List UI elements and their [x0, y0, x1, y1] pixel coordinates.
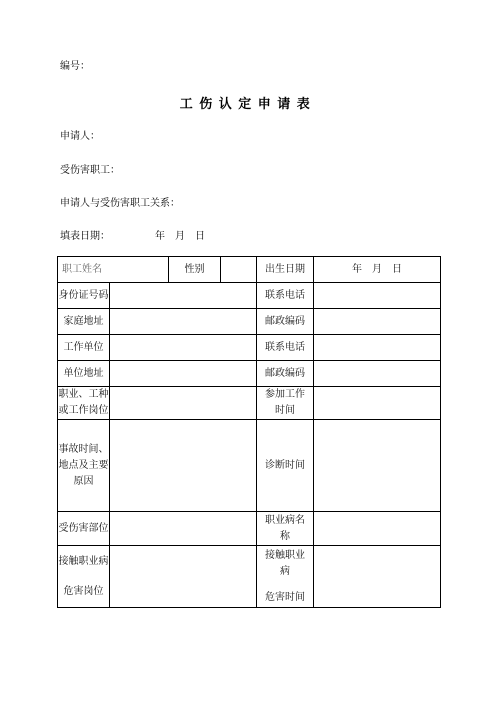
phone-value-cell[interactable] — [314, 283, 441, 309]
table-row — [58, 387, 441, 420]
diagnosis-time-value-cell[interactable] — [314, 420, 441, 512]
accident-value-cell[interactable] — [110, 420, 257, 512]
disease-name-label: 职业病名 称 — [257, 512, 314, 546]
gender-label: 性别 — [169, 257, 221, 283]
employer-postcode-value-cell[interactable] — [314, 361, 441, 387]
table-row — [58, 309, 441, 335]
injured-part-label: 受伤害部位 — [58, 512, 110, 546]
employer-postcode-label: 邮政编码 — [257, 361, 314, 387]
diagnosis-time-label: 诊断时间 — [257, 420, 314, 512]
fill-date-label: 填表日期： — [60, 231, 110, 242]
home-address-value-cell[interactable] — [110, 309, 257, 335]
employer-value-cell[interactable] — [110, 335, 257, 361]
relation-label: 申请人与受伤害职工关系： — [60, 198, 180, 209]
phone-label: 联系电话 — [257, 283, 314, 309]
table-row — [58, 283, 441, 309]
application-table — [57, 256, 441, 608]
work-start-label: 参加工作 时间 — [257, 387, 314, 420]
exposure-post-value-cell[interactable] — [110, 546, 257, 608]
birth-date-label: 出生日期 — [257, 257, 314, 283]
postcode-value-cell[interactable] — [314, 309, 441, 335]
birth-date-value[interactable]: 年 月 日 — [314, 257, 441, 283]
occupation-value-cell[interactable] — [110, 387, 257, 420]
exposure-time-value-cell[interactable] — [314, 546, 441, 608]
injured-worker-label: 受伤害职工： — [60, 165, 120, 176]
postcode-label: 邮政编码 — [257, 309, 314, 335]
table-row — [58, 420, 441, 512]
employer-phone-value-cell[interactable] — [314, 335, 441, 361]
table-row — [58, 546, 441, 608]
fill-date-value: 年 月 日 — [155, 231, 205, 242]
id-number-value-cell[interactable] — [110, 283, 257, 309]
table-row — [58, 361, 441, 387]
accident-label: 事故时间、 地点及主要 原因 — [58, 420, 110, 512]
gender-value-cell[interactable] — [221, 257, 257, 283]
table-row — [58, 257, 441, 283]
employer-address-label: 单位地址 — [58, 361, 110, 387]
exposure-post-label: 接触职业病 危害岗位 — [58, 546, 110, 608]
applicant-label: 申请人： — [60, 131, 100, 142]
table-row — [58, 512, 441, 546]
fill-date-row — [60, 227, 205, 242]
exposure-time-label: 接触职业 病 危害时间 — [257, 546, 314, 608]
work-start-value-cell[interactable] — [314, 387, 441, 420]
injured-part-value-cell[interactable] — [110, 512, 257, 546]
home-address-label: 家庭地址 — [58, 309, 110, 335]
doc-number-label: 编号： — [60, 61, 90, 72]
occupation-label: 职业、工种 或工作岗位 — [58, 387, 110, 420]
worker-name-label: 职工姓名 — [58, 257, 169, 283]
employer-phone-label: 联系电话 — [257, 335, 314, 361]
employer-label: 工作单位 — [58, 335, 110, 361]
disease-name-value-cell[interactable] — [314, 512, 441, 546]
id-number-label: 身份证号码 — [58, 283, 110, 309]
employer-address-value-cell[interactable] — [110, 361, 257, 387]
form-title: 工伤认定申请表 — [179, 97, 317, 112]
table-row — [58, 335, 441, 361]
